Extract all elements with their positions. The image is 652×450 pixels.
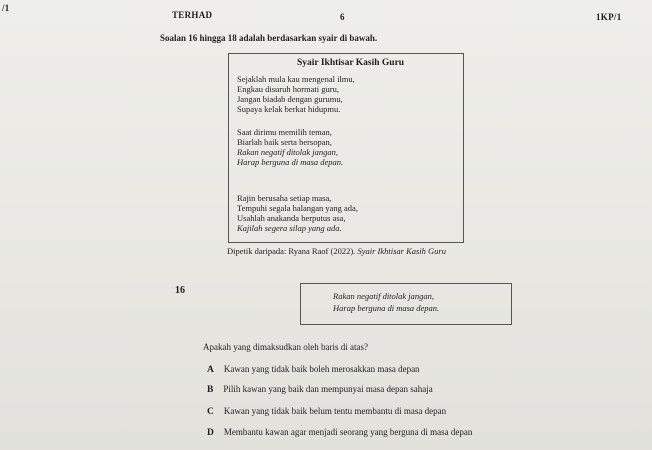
option-a[interactable] (207, 359, 420, 377)
header-left: /1 (2, 3, 10, 13)
poem-stanza-2 (237, 127, 343, 167)
quoted-line: Rakan negatif ditolak jangan, (333, 291, 435, 301)
source-citation (227, 246, 446, 256)
poem-line-italic: Kajilah segera silap yang ada. (237, 223, 342, 233)
poem-line: Usahlah anakanda berputus asa, (237, 213, 346, 223)
option-c[interactable] (207, 401, 446, 419)
option-text: Pilih kawan yang baik dan mempunyai masa depan sahaja (223, 384, 433, 394)
option-letter: D (207, 428, 214, 438)
poem-stanza-1 (237, 74, 355, 114)
page-number: 6 (340, 12, 345, 22)
poem-line: Engkau disuruh hormati guru, (237, 84, 339, 94)
option-letter: A (207, 365, 214, 375)
option-b[interactable] (207, 379, 433, 397)
quoted-line: Harap berguna di masa depan. (333, 303, 440, 313)
option-letter: B (207, 385, 214, 395)
source-prefix: Dipetik daripada: Ryana Raof (2022). (227, 246, 358, 256)
poem-line: Jangan biadab dengan gurumu, (237, 94, 343, 104)
option-text: Kawan yang tidak baik boleh merosakkan masa depan (223, 364, 420, 374)
option-d[interactable] (207, 422, 472, 440)
header-classification: TERHAD (172, 10, 213, 20)
option-text: Membantu kawan agar menjadi seorang yang berguna di masa depan (223, 427, 473, 437)
source-title: Syair Ikhtisar Kasih Guru (357, 246, 446, 256)
poem-title: Syair Ikhtisar Kasih Guru (297, 58, 405, 68)
poem-line: Tempuhi segala halangan yang ada, (237, 203, 358, 213)
header-code: 1KP/1 (596, 12, 622, 22)
poem-line: Saat dirimu memilih teman, (237, 127, 332, 137)
poem-line: Biarlah baik serta bersopan, (237, 137, 332, 147)
option-text: Kawan yang tidak baik belum tentu membantu di masa depan (223, 406, 447, 416)
poem-line-italic: Rakan negatif ditolak jangan, (237, 147, 339, 157)
poem-line-italic: Harap berguna di masa depan. (237, 157, 344, 167)
poem-stanza-3 (237, 193, 358, 233)
option-letter: C (207, 407, 214, 417)
poem-line: Supaya kelak berkat hidupmu. (237, 104, 341, 114)
question-prompt: Apakah yang dimaksudkan oleh baris di atas? (203, 342, 368, 352)
instruction: Soalan 16 hingga 18 adalah berdasarkan syair di bawah. (160, 33, 378, 43)
question-number: 16 (175, 285, 185, 296)
poem-line: Rajin berusaha setiap masa, (237, 193, 332, 203)
poem-line: Sejaklah mula kau mengenal ilmu, (237, 74, 355, 84)
